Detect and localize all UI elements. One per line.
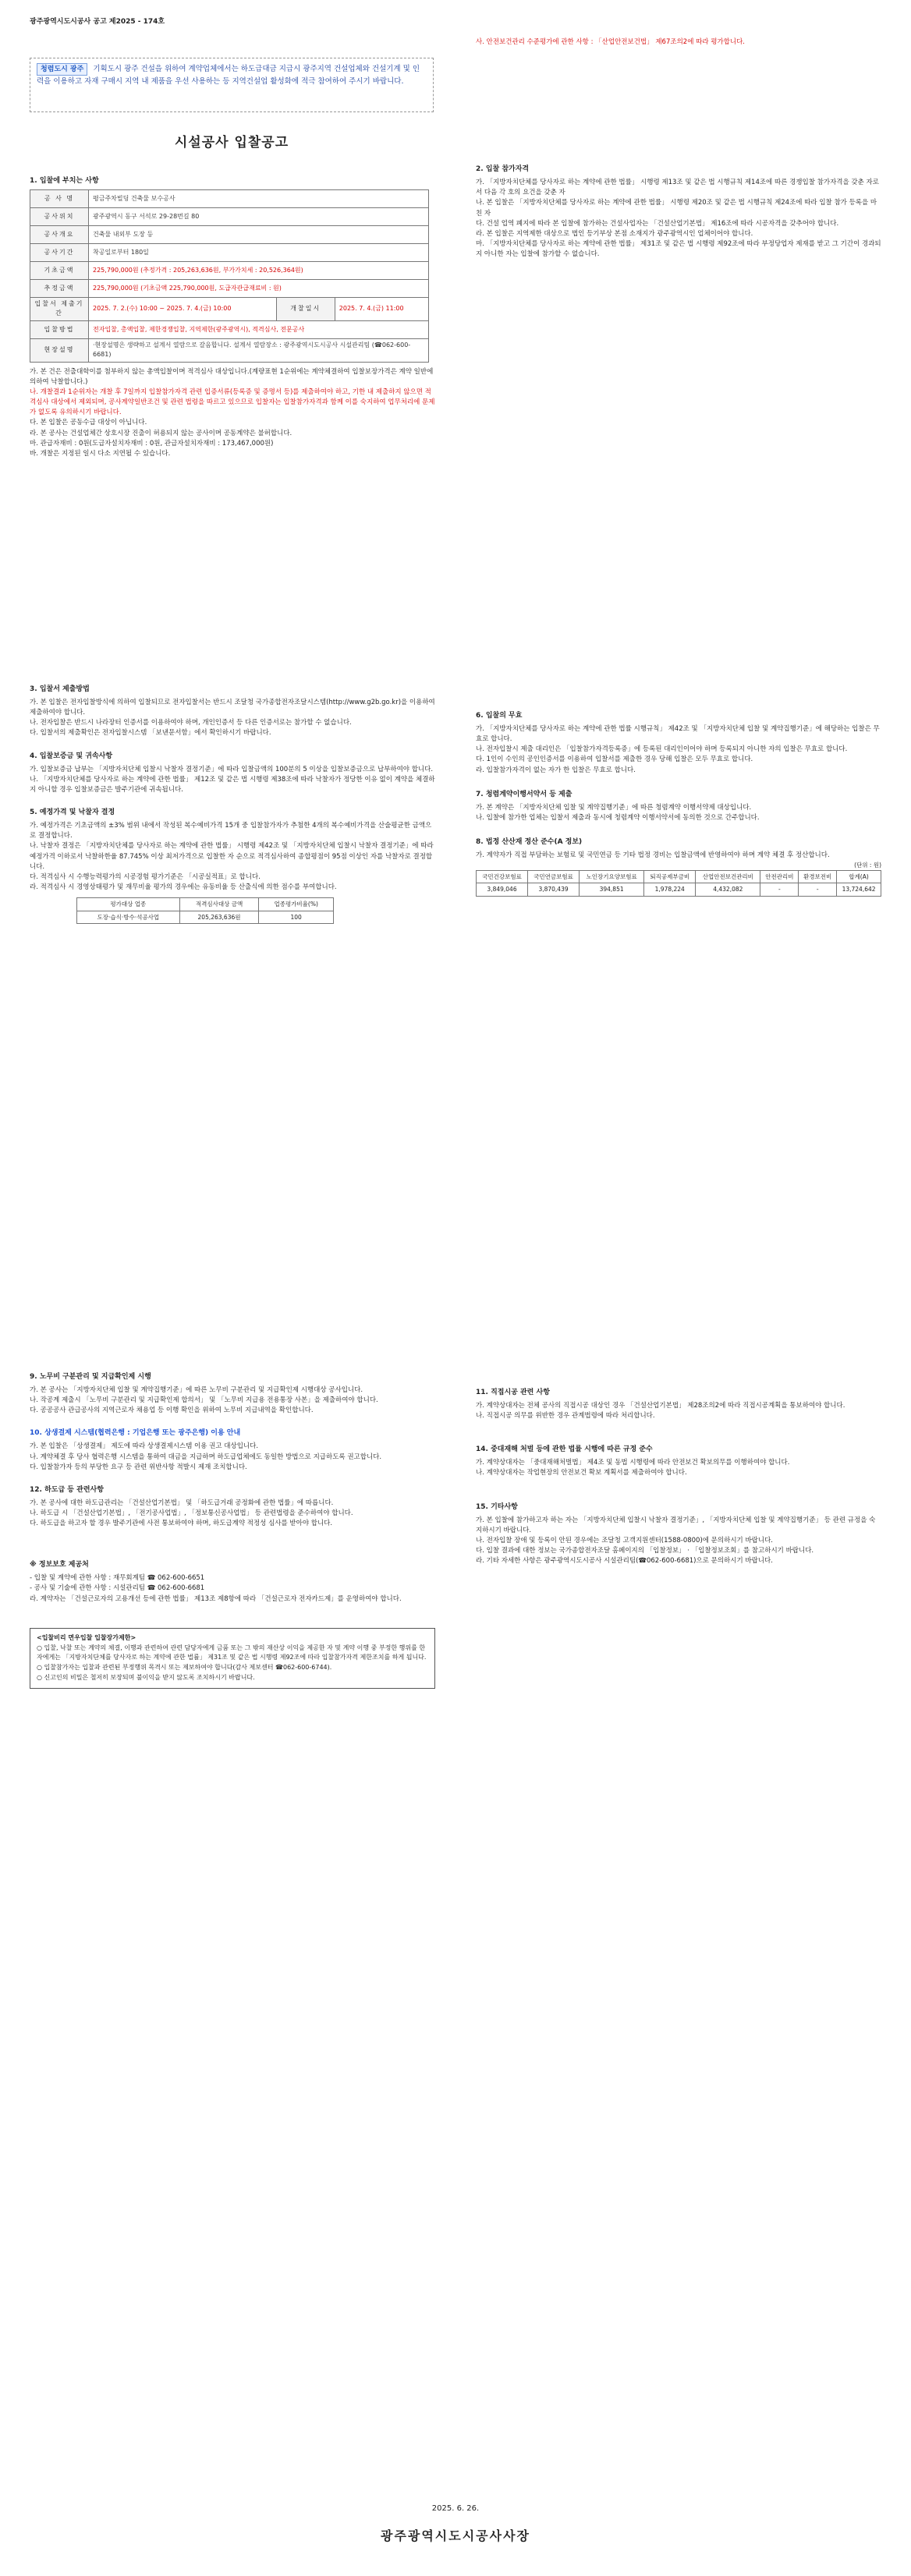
section-6-items	[476, 724, 881, 776]
list-item: 나. 작공계 제출시 「노무비 구분관리 및 지급확인제 합의서」 및 「노무비 지급용 전용통장 사본」을 제출하여야 합니다.	[30, 1396, 378, 1405]
list-item: 나. 본 입찰은 「지방자치단체를 당사자로 하는 계약에 관한 법률」 시행령 제20조 및 같은 법 시행규칙 제24조에 따라 입찰 참가 등록을 마친 자	[476, 199, 877, 218]
table-cell: -	[760, 883, 799, 897]
row-value: 광주광역시 동구 서석로 29-28번길 80	[89, 207, 429, 225]
table-header-cell: 퇴직공제부금비	[644, 870, 696, 883]
cost-table	[476, 870, 881, 897]
section-2	[476, 37, 881, 260]
table-header-cell: 평가대상 업종	[77, 898, 180, 911]
row-key: 공사개요	[30, 225, 89, 243]
contact-items	[30, 1573, 435, 1605]
table-cell: 도장·습식·방수·석공사업	[77, 911, 180, 924]
table-row	[30, 279, 429, 297]
list-item: 라. 기타 자세한 사항은 광주광역시도시공사 시설관리팀(☎062-600-6681)으로 문의하시기 바랍니다.	[476, 1557, 773, 1566]
sheet-3-right	[476, 1325, 881, 1566]
table-header-cell: 환경보전비	[799, 870, 837, 883]
list-item: 나. 하도급 시 「건설산업기본법」, 「전기공사업법」, 「정보통신공사업법」 등 관련법령을 준수하여야 합니다.	[30, 1509, 353, 1518]
row-key: 입찰서 제출기간	[30, 297, 89, 320]
list-item: 다. 하도급을 하고자 할 경우 발주기관에 사전 통보하여야 하며, 하도급계약 적정성 심사를 받아야 합니다.	[30, 1520, 333, 1528]
list-item: 다. 입찰참가자 등의 부당한 요구 등 관련 위반사항 적발시 제재 조치합니다.	[30, 1463, 247, 1471]
notice-box	[30, 1628, 435, 1689]
issuer-signature: 광주광역시도시공사사장	[380, 2528, 531, 2543]
table-header-row	[77, 898, 334, 911]
list-item: 가. 본 입찰은 「상생결제」 제도에 따라 상생결제시스템 이용 권고 대상입니다.	[30, 1442, 259, 1451]
table-cell: -	[799, 883, 837, 897]
list-item: 다. 공공공사 관급공사의 지역근로자 채용업 등 이행 확인을 위하여 노무비 지급내역을 확인합니다.	[30, 1407, 314, 1415]
section-7-items	[476, 803, 881, 823]
table-cell: 4,432,082	[696, 883, 760, 897]
list-item: 다. 입찰 결과에 대한 정보는 국가종합전자조달 홈페이지의 「입찰정보」 · 「입찰정보조회」를 참고하시기 바랍니다.	[476, 1547, 814, 1555]
table-row	[477, 883, 881, 897]
row-value: 225,790,000원 (기초금액 225,790,000원, 도급자관급재료비 : 원)	[89, 279, 429, 297]
table-row	[30, 207, 429, 225]
section-3-items	[30, 698, 435, 739]
sheet-2-left	[30, 680, 435, 924]
page-title: 시설공사 입찰공고	[174, 135, 289, 150]
section-3-heading: 3. 입찰서 제출방법	[30, 685, 90, 693]
table-header-cell: 국민건강보험료	[477, 870, 528, 883]
list-item: 가. 입찰보증금 납부는 「지방자치단체 입찰시 낙찰자 결정기준」에 따라 입찰금액의 100분의 5 이상을 입찰보증금으로 납부하여야 합니다.	[30, 765, 434, 773]
list-item: ○ 입찰, 낙찰 또는 계약의 체결, 이행과 관련하여 관련 담당자에게 금품 또는 그 밖의 재산상 이익을 제공한 자 및 계약 이행 중 부정한 행위를 한 자에게는 「지방자치단체를 당사자로 하는 계약에 관한 법률」 제31조 및 같은 법 시행령 제92조에 따라 입찰참가자격 제한조치를 하게 됩니다.	[37, 1644, 427, 1661]
list-item: 나. 계약상대자는 작업현장의 안전보건 확보 계획서를 제출하여야 합니다.	[476, 1469, 687, 1477]
table-header-cell: 국민연금보험료	[528, 870, 580, 883]
section-8-text: 가. 계약자가 직접 부담하는 보험료 및 국민연금 등 기타 법정 경비는 입찰금액에 반영하여야 하며 계약 체결 후 정산합니다.	[476, 851, 830, 860]
section-10-items	[30, 1442, 435, 1473]
table-header-cell: 업종평가비율(%)	[259, 898, 334, 911]
row-key: 현장설명	[30, 338, 89, 362]
row-extra-key: 개찰일시	[276, 297, 335, 320]
table-row	[30, 225, 429, 243]
row-extra-value: 2025. 7. 4.(금) 11:00	[335, 297, 428, 320]
table-header-row	[477, 870, 881, 883]
section-2-heading: 2. 입찰 참가자격	[476, 165, 530, 174]
section-9-items	[30, 1385, 435, 1417]
list-item: 나. 입찰에 참가한 업체는 입찰서 제출과 동시에 청렴계약 이행서약서에 동의한 것으로 간주합니다.	[476, 813, 760, 822]
section-9-heading: 9. 노무비 구분관리 및 지급확인제 시행	[30, 1373, 151, 1381]
section-2-items	[476, 178, 881, 260]
table-header-cell: 산업안전보건관리비	[696, 870, 760, 883]
list-item: 다. 건설 업역 폐지에 따라 본 입찰에 참가하는 건설사업자는 「건설산업기본법」 제16조에 따라 시공자격을 갖추어야 합니다.	[476, 219, 839, 228]
table-row	[30, 261, 429, 279]
list-item: 라. 본 입찰은 지역제한 대상으로 법인 등기부상 본점 소재지가 광주광역시인 업체이어야 합니다.	[476, 229, 753, 238]
list-item: - 공사 및 기술에 관한 사항 : 시설관리팀 ☎ 062-600-6681	[30, 1584, 205, 1593]
list-item: 가. 계약상대자는 전체 공사의 직접시공 대상인 경우 「건설산업기본법」 제28조의2에 따라 직접시공계획을 통보하여야 합니다.	[476, 1401, 845, 1410]
list-item: 마. 「지방자치단체를 당사자로 하는 계약에 관한 법률」 제31조 및 같은 법 시행령 제92조에 따라 부정당업자 제재를 받고 그 기간이 경과되지 아니한 자는 입찰에 참가할 수 없습니다.	[476, 240, 881, 259]
list-item: 나. 전자입찰 장애 및 등록이 안된 경우에는 조달청 고객지원센터(1588-0800)에 문의하시기 바랍니다.	[476, 1536, 773, 1545]
notice-date: 2025. 6. 26.	[431, 2504, 480, 2513]
list-item: 가. 본 공사는 「지방자치단체 입찰 및 계약집행기준」에 따른 노무비 구분관리 및 지급확인제 시행대상 공사입니다.	[30, 1385, 363, 1394]
section-11-items	[476, 1401, 881, 1421]
list-item: 라. 계약자는 「건설근로자의 고용개선 등에 관한 법률」 제13조 제8항에 따라 「건설근로자 전자카드제」를 운영하여야 합니다.	[30, 1594, 402, 1603]
table-cell: 100	[259, 911, 334, 924]
contacts-heading: ※ 정보보호 제공처	[30, 1561, 89, 1569]
list-item: 다. 적격심사 시 수행능력평가의 시공경험 평가기준은 「시공실적표」로 합니다.	[30, 872, 261, 881]
section-8-heading: 8. 법정 산산재 정산 준수(A 정보)	[476, 838, 583, 847]
list-item: 다. 1인이 수인의 공인인증서를 이용하여 입찰서를 제출한 경우 당해 입찰은 모두 무효로 합니다.	[476, 755, 753, 764]
section-12-items	[30, 1499, 435, 1530]
list-item: 나. 전자입찰은 반드시 나라장터 인증서를 이용하여야 하며, 개인인증서 등 다른 인증서로는 참가할 수 없습니다.	[30, 719, 352, 727]
row-key: 입찰방법	[30, 320, 89, 338]
section-1	[30, 172, 435, 459]
row-key: 공 사 명	[30, 189, 89, 207]
table-row	[30, 320, 429, 338]
row-value: ·현장설명은 생략하고 설계서 열람으로 갈음합니다. 설계서 열람장소 : 광주광역시도시공사 시설관리팀 (☎062-600-6681)	[89, 338, 429, 362]
list-item: 바. 개찰은 지정된 일시 다소 지연될 수 있습니다.	[30, 449, 171, 458]
table-row	[30, 338, 429, 362]
bid-info-table	[30, 189, 429, 363]
list-item: 나. 「지방자치단체를 당사자로 하는 계약에 관한 법률」 제12조 및 같은 법 시행령 제38조에 따라 낙찰자가 정당한 이유 없이 계약을 체결하지 아니할 경우 입찰보증금은 발주기관에 귀속됩니다.	[30, 775, 435, 794]
row-key: 기초금액	[30, 261, 89, 279]
table-row	[30, 297, 429, 320]
list-item: 다. 입찰서의 제출확인은 전자입찰시스템 「보낸문서함」에서 확인하시기 바랍니다.	[30, 729, 271, 738]
table-cell: 205,263,636원	[179, 911, 259, 924]
row-value: 2025. 7. 2.(수) 10:00 ~ 2025. 7. 4.(금) 10:00	[89, 297, 277, 320]
notice-box-lines	[37, 1644, 428, 1683]
row-value: 전자입찰, 총액입찰, 제한경쟁입찰, 지역제한(광주광역시), 적격심사, 전문공사	[89, 320, 429, 338]
list-item: ○ 입찰참가자는 입찰과 관련된 부정행위 목격시 또는 제보하여야 합니다(감사 제보센터 ☎062-600-6744).	[37, 1664, 332, 1672]
section-4-heading: 4. 입찰보증금 및 귀속사항	[30, 752, 113, 760]
section-12-heading: 12. 하도급 등 관련사항	[30, 1485, 104, 1494]
list-item: 라. 본 공사는 건설업체간 상호시장 진출이 허용되지 않는 공사이며 공동계약은 불허합니다.	[30, 429, 292, 437]
list-item: 다. 본 입찰은 공동수급 대상이 아닙니다.	[30, 419, 147, 427]
table-header-cell: 안전관리비	[760, 870, 799, 883]
list-item: 가. 「지방자치단체를 당사자로 하는 계약에 관한 법률 시행규칙」 제42조 및 「지방자치단체 입찰 및 계약집행기준」에 해당하는 입찰은 무효로 합니다.	[476, 724, 880, 744]
notice-box-title: <입찰비리 면우입찰 입찰장가제한>	[37, 1633, 136, 1641]
eval-rate-table	[76, 897, 334, 924]
list-item: ○ 신고인의 비밀은 철저히 보장되며 불이익을 받지 않도록 조치하시기 바랍니다.	[37, 1674, 255, 1681]
table-header-cell: 노인장기요양보험료	[580, 870, 644, 883]
list-item: 가. 「지방자치단체를 당사자로 하는 계약에 관한 법률」 시행령 제13조 및 같은 법 시행규칙 제14조에 따른 경쟁입찰 참가자격을 갖춘 자로서 다음 각 호의 요건을 갖춘 자	[476, 179, 879, 197]
table-cell: 1,978,224	[644, 883, 696, 897]
section-10-heading: 10. 상생결제 시스템(협력은행 : 기업은행 또는 광주은행) 이용 안내	[30, 1429, 241, 1438]
list-item: 나. 계약체결 후 당사 협력은행 시스템을 통하여 대금을 지급하며 하도급업체에도 동일한 방법으로 지급하도록 권고합니다.	[30, 1453, 382, 1461]
table-cell: 3,849,046	[477, 883, 528, 897]
list-item: 가. 본 입찰에 참가하고자 하는 자는 「지방자치단체 입찰시 낙찰자 결정기준」, 「지방자치단체 입찰 및 계약집행기준」 등 관련 규정을 숙지하시기 바랍니다.	[476, 1516, 876, 1534]
section-1-heading: 1. 입찰에 부치는 사항	[30, 177, 99, 185]
list-item: 가. 본 계약은 「지방자치단체 입찰 및 계약집행기준」에 따른 청렴계약 이행서약제 대상입니다.	[476, 803, 752, 812]
section-5-heading: 5. 예정가격 및 낙찰자 결정	[30, 809, 115, 817]
campaign-tag: 청렴도시 광주	[37, 63, 87, 76]
list-item: 가. 본 입찰은 전자입찰방식에 의하여 입찰되므로 전자입찰서는 반드시 조달청 국가종합전자조달시스템(http://www.g2b.go.kr)을 이용하여 제출하여야 합니다.	[30, 698, 435, 717]
table-row	[77, 911, 334, 924]
section-14-heading: 14. 중대재해 처벌 등에 관한 법률 시행에 따른 규정 준수	[476, 1445, 653, 1454]
table-header-cell: 합계(A)	[837, 870, 881, 883]
section-6-heading: 6. 입찰의 무효	[476, 712, 523, 720]
row-value: 평금주차빌딩 건축물 보수공사	[89, 189, 429, 207]
notice-number: 광주광역시도시공사 공고 제2025 - 174호	[30, 18, 165, 26]
table-header-cell: 적격심사대상 금액	[179, 898, 259, 911]
sheet-2-right	[476, 680, 881, 897]
table-cell: 3,870,439	[528, 883, 580, 897]
table-cell: 394,851	[580, 883, 644, 897]
row-key: 공사기간	[30, 243, 89, 261]
section-1-notes	[30, 367, 435, 460]
cost-unit: (단위 : 원)	[854, 862, 881, 869]
sheet-3-left	[30, 1325, 435, 1689]
list-item: 마. 관급자재비 : 0원(도급자설치자재비 : 0원, 관급자설치자재비 : 173,467,000원)	[30, 439, 274, 448]
section-11-heading: 11. 직접시공 관련 사항	[476, 1389, 550, 1396]
list-item: 가. 예정가격은 기초금액의 ±3% 범위 내에서 작성된 복수예비가격 15개 중 입찰참가자가 추첨한 4개의 복수예비가격을 산술평균한 금액으로 결정합니다.	[30, 822, 432, 840]
campaign-banner	[30, 58, 434, 112]
list-item: 나. 개찰결과 1순위자는 개찰 후 7일까지 입찰참가자격 관련 입증서류(등록증 및 증명서 등)를 제출하여야 하고, 기한 내 제출하지 않으면 적격심사 대상에서 제외되며, 공사계약일반조건 및 관련 법령을 따르고 있으므로 입찰자는 입찰참가자격과 함께 이를 숙지하여 업무처리에 문제가 없도록 유의하시기 바랍니다.	[30, 387, 435, 417]
list-item: 라. 적격심사 시 경영상태평가 및 재무비율 평가의 경우에는 유동비율 등 산출식에 의한 점수를 부여합니다.	[30, 883, 337, 892]
table-row	[30, 243, 429, 261]
campaign-text: 기획도시 광주 건설을 위하여 계약업체에서는 하도급대금 지급시 광주지역 건설업체와 건설기계 및 인력을 이용하고 자재 구매시 지역 내 제품을 우선 사용하는 등 지역건설업 활성화에 적극 참여하여 주시기 바랍니다.	[37, 65, 420, 87]
list-item: 가. 계약상대자는 「중대재해처벌법」 제4조 및 동법 시행령에 따라 안전보건 확보의무를 이행하여야 합니다.	[476, 1459, 790, 1467]
row-key: 추정금액	[30, 279, 89, 297]
list-item: - 입찰 및 계약에 관한 사항 : 재무회계팀 ☎ 062-600-6651	[30, 1574, 205, 1583]
section-5-items	[30, 821, 435, 893]
table-row	[30, 189, 429, 207]
section-7-heading: 7. 청렴계약이행서약서 등 제출	[476, 790, 572, 798]
list-item: 라. 입찰참가자격이 없는 자가 한 입찰은 무효로 합니다.	[476, 766, 636, 774]
row-key: 공사위치	[30, 207, 89, 225]
list-item: 나. 직접시공 의무를 위반한 경우 관계법령에 따라 처리합니다.	[476, 1412, 655, 1421]
section-15-heading: 15. 기타사항	[476, 1502, 518, 1511]
list-item: 가. 본 건은 전출대학이를 첨부하지 않는 총액입찰이며 적격심사 대상입니다.(계량표현 1순위에는 계약체결하여 입찰보장가격은 계약 일반에 의하여 낙찰합니다.)	[30, 367, 434, 386]
list-item: 나. 낙찰자 결정은 「지방자치단체를 당사자로 하는 계약에 관한 법률」 시행령 제42조 및 「지방자치단체 입찰시 낙찰자 결정기준」에 따라 예정가격 이하로서 낙찰하한율 87.745% 이상 최저가격으로 입찰한 자 순으로 적격심사하여 종합평점이 95점 이상인 자를 낙찰자로 결정합니다.	[30, 842, 434, 871]
section-4-items	[30, 765, 435, 796]
table-cell: 13,724,642	[837, 883, 881, 897]
list-item: 가. 본 공사에 대한 하도급관리는 「건설산업기본법」 및 「하도급거래 공정화에 관한 법률」에 따릅니다.	[30, 1499, 334, 1507]
row-value: 건축물 내외부 도장 등	[89, 225, 429, 243]
list-item: 나. 전자입찰시 제출 대리인은 「입찰참가자격등록증」에 등록된 대리인이어야 하며 등록되지 아니한 자의 입찰은 무효로 합니다.	[476, 745, 848, 754]
section-14-items	[476, 1458, 881, 1478]
section-15-items	[476, 1516, 881, 1567]
row-value: 착공일로부터 180일	[89, 243, 429, 261]
safety-eval-note: 사. 안전보건관리 수준평가에 관한 사항 : 「산업안전보건법」 제67조의2에 따라 평가합니다.	[476, 38, 745, 46]
row-value: 225,790,000원 (추정가격 : 205,263,636원, 부가가치세 : 20,526,364원)	[89, 261, 429, 279]
